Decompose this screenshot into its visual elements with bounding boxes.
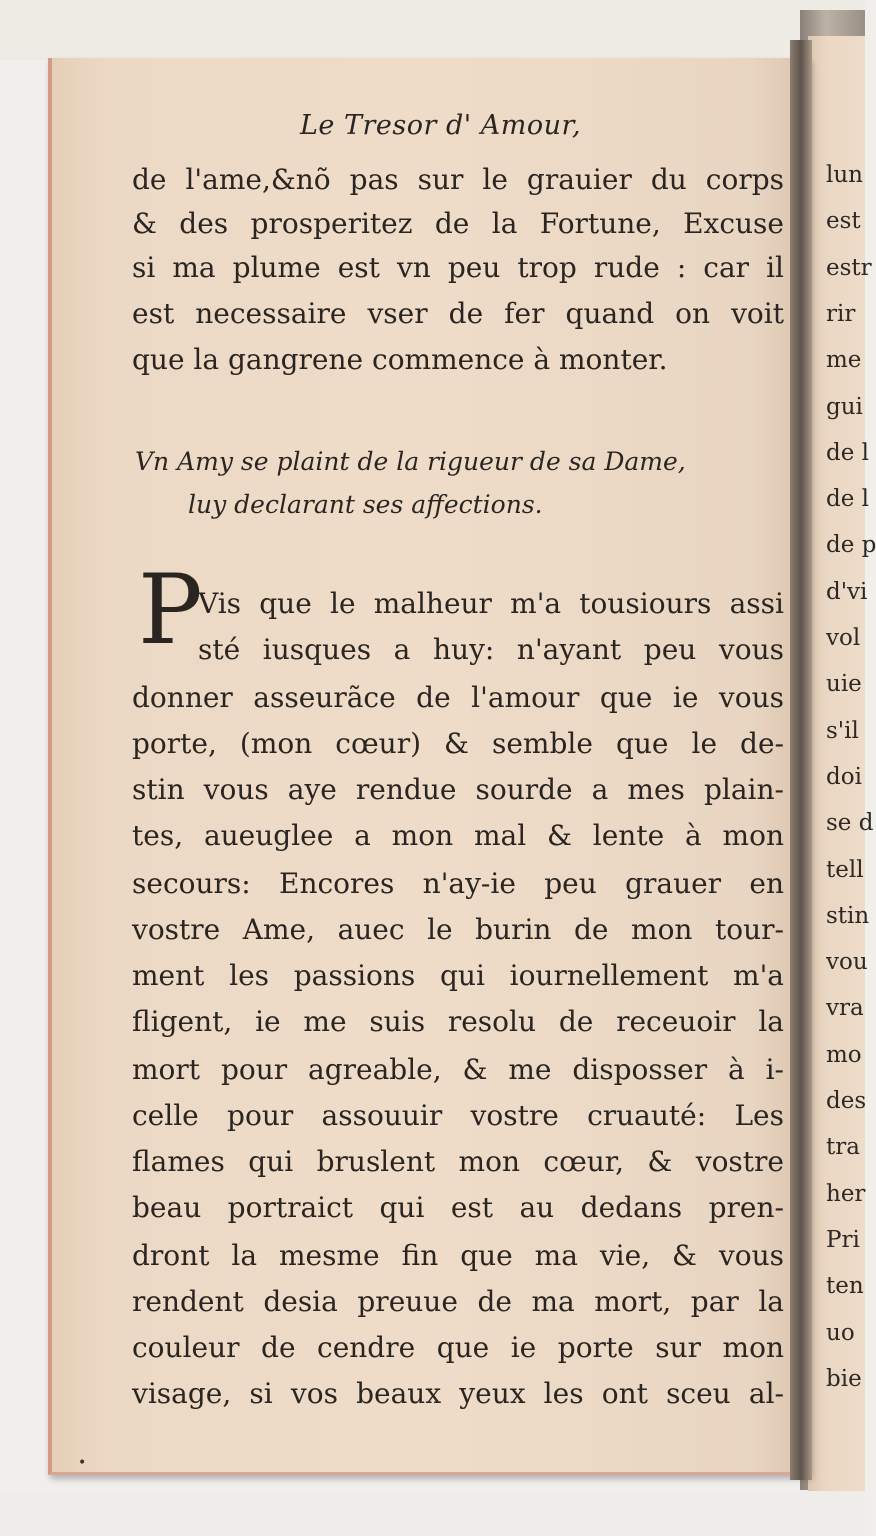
- section-heading-subtitle: luy declarant ses affections.: [188, 490, 543, 519]
- facing-page-fragment: des: [826, 1088, 867, 1114]
- text-line: porte, (mon cœur) & semble que le de-: [132, 727, 784, 760]
- text-line: stin vous aye rendue sourde a mes plain-: [132, 773, 784, 806]
- text-line: si ma plume est vn peu trop rude : car il: [132, 251, 784, 284]
- background-bottom: [0, 1490, 865, 1536]
- text-line: tes, aueuglee a mon mal & lente à mon: [132, 819, 784, 852]
- facing-page-fragment: doi: [826, 763, 862, 790]
- text-line: que la gangrene commence à monter.: [132, 343, 668, 376]
- facing-page-fragment: de l: [826, 439, 870, 466]
- text-line: mort pour agreable, & me disposser à i-: [132, 1053, 784, 1086]
- facing-page-fragment: gui: [826, 393, 863, 420]
- facing-page-fragment: lun: [826, 162, 863, 188]
- book-gutter: [790, 40, 812, 1480]
- text-line: & des prosperitez de la Fortune, Excuse: [132, 207, 784, 240]
- facing-page-fragment: tra: [826, 1134, 860, 1161]
- facing-page-fragment: vra: [826, 995, 864, 1022]
- text-line: couleur de cendre que ie porte sur mon: [132, 1331, 784, 1364]
- facing-page-fragment: uo: [826, 1319, 855, 1346]
- facing-page-fragment: s'il: [826, 717, 859, 744]
- drop-cap: P: [138, 554, 203, 666]
- text-line: rendent desia preuue de ma mort, par la: [132, 1285, 784, 1318]
- facing-page-fragment: rir: [826, 300, 856, 327]
- facing-page-fragment: tell: [826, 856, 864, 883]
- text-line: vostre Ame, auec le burin de mon tour-: [132, 913, 784, 946]
- facing-page-fragment: Pri: [826, 1226, 860, 1253]
- facing-page-fragment: est: [826, 208, 861, 235]
- text-line: flames qui bruslent mon cœur, & vostre: [132, 1145, 784, 1178]
- text-line: secours: Encores n'ay-ie peu grauer en: [132, 867, 784, 900]
- text-line: donner asseurãce de l'amour que ie vous: [132, 681, 784, 714]
- text-line: dront la mesme fin que ma vie, & vous: [132, 1239, 784, 1272]
- facing-page-fragment: se d: [826, 810, 874, 837]
- text-line: celle pour assouuir vostre cruauté: Les: [132, 1099, 784, 1132]
- facing-page-fragment: mo: [826, 1041, 862, 1068]
- background-top: [0, 0, 865, 60]
- running-head: Le Tresor d' Amour,: [300, 110, 582, 141]
- section-heading: Vn Amy se plaint de la rigueur de sa Dame,: [135, 447, 686, 476]
- text-line: sté iusques a huy: n'ayant peu vous: [198, 633, 784, 666]
- facing-page-fragment: estr: [826, 254, 872, 281]
- text-line: visage, si vos beaux yeux les ont sceu al-: [132, 1377, 784, 1410]
- text-line: est necessaire vser de fer quand on voit: [132, 297, 784, 330]
- facing-page-fragment: stin: [826, 902, 870, 929]
- text-line: beau portraict qui est au dedans pren-: [132, 1191, 784, 1224]
- facing-page-fragment: vol: [826, 625, 861, 651]
- text-line: fligent, ie me suis resolu de receuoir la: [132, 1005, 784, 1038]
- text-line: de l'ame,&nõ pas sur le grauier du corps: [132, 163, 784, 196]
- text-line: Vis que le malheur m'a tousiours assi: [198, 587, 784, 620]
- ink-fleck: •: [78, 1455, 87, 1471]
- facing-page-fragment: de l: [826, 486, 870, 513]
- facing-page-fragment: de p: [826, 532, 876, 559]
- facing-page-fragment: her: [826, 1180, 866, 1207]
- facing-page-fragment: ten: [826, 1273, 864, 1300]
- facing-page-fragment: d'vi: [826, 578, 868, 605]
- text-line: ment les passions qui iournellement m'a: [132, 959, 784, 992]
- facing-page-fragment: uie: [826, 671, 862, 698]
- facing-page-fragment: bie: [826, 1365, 862, 1392]
- facing-page-fragment: me: [826, 347, 862, 374]
- facing-page-fragment: vou: [826, 949, 868, 976]
